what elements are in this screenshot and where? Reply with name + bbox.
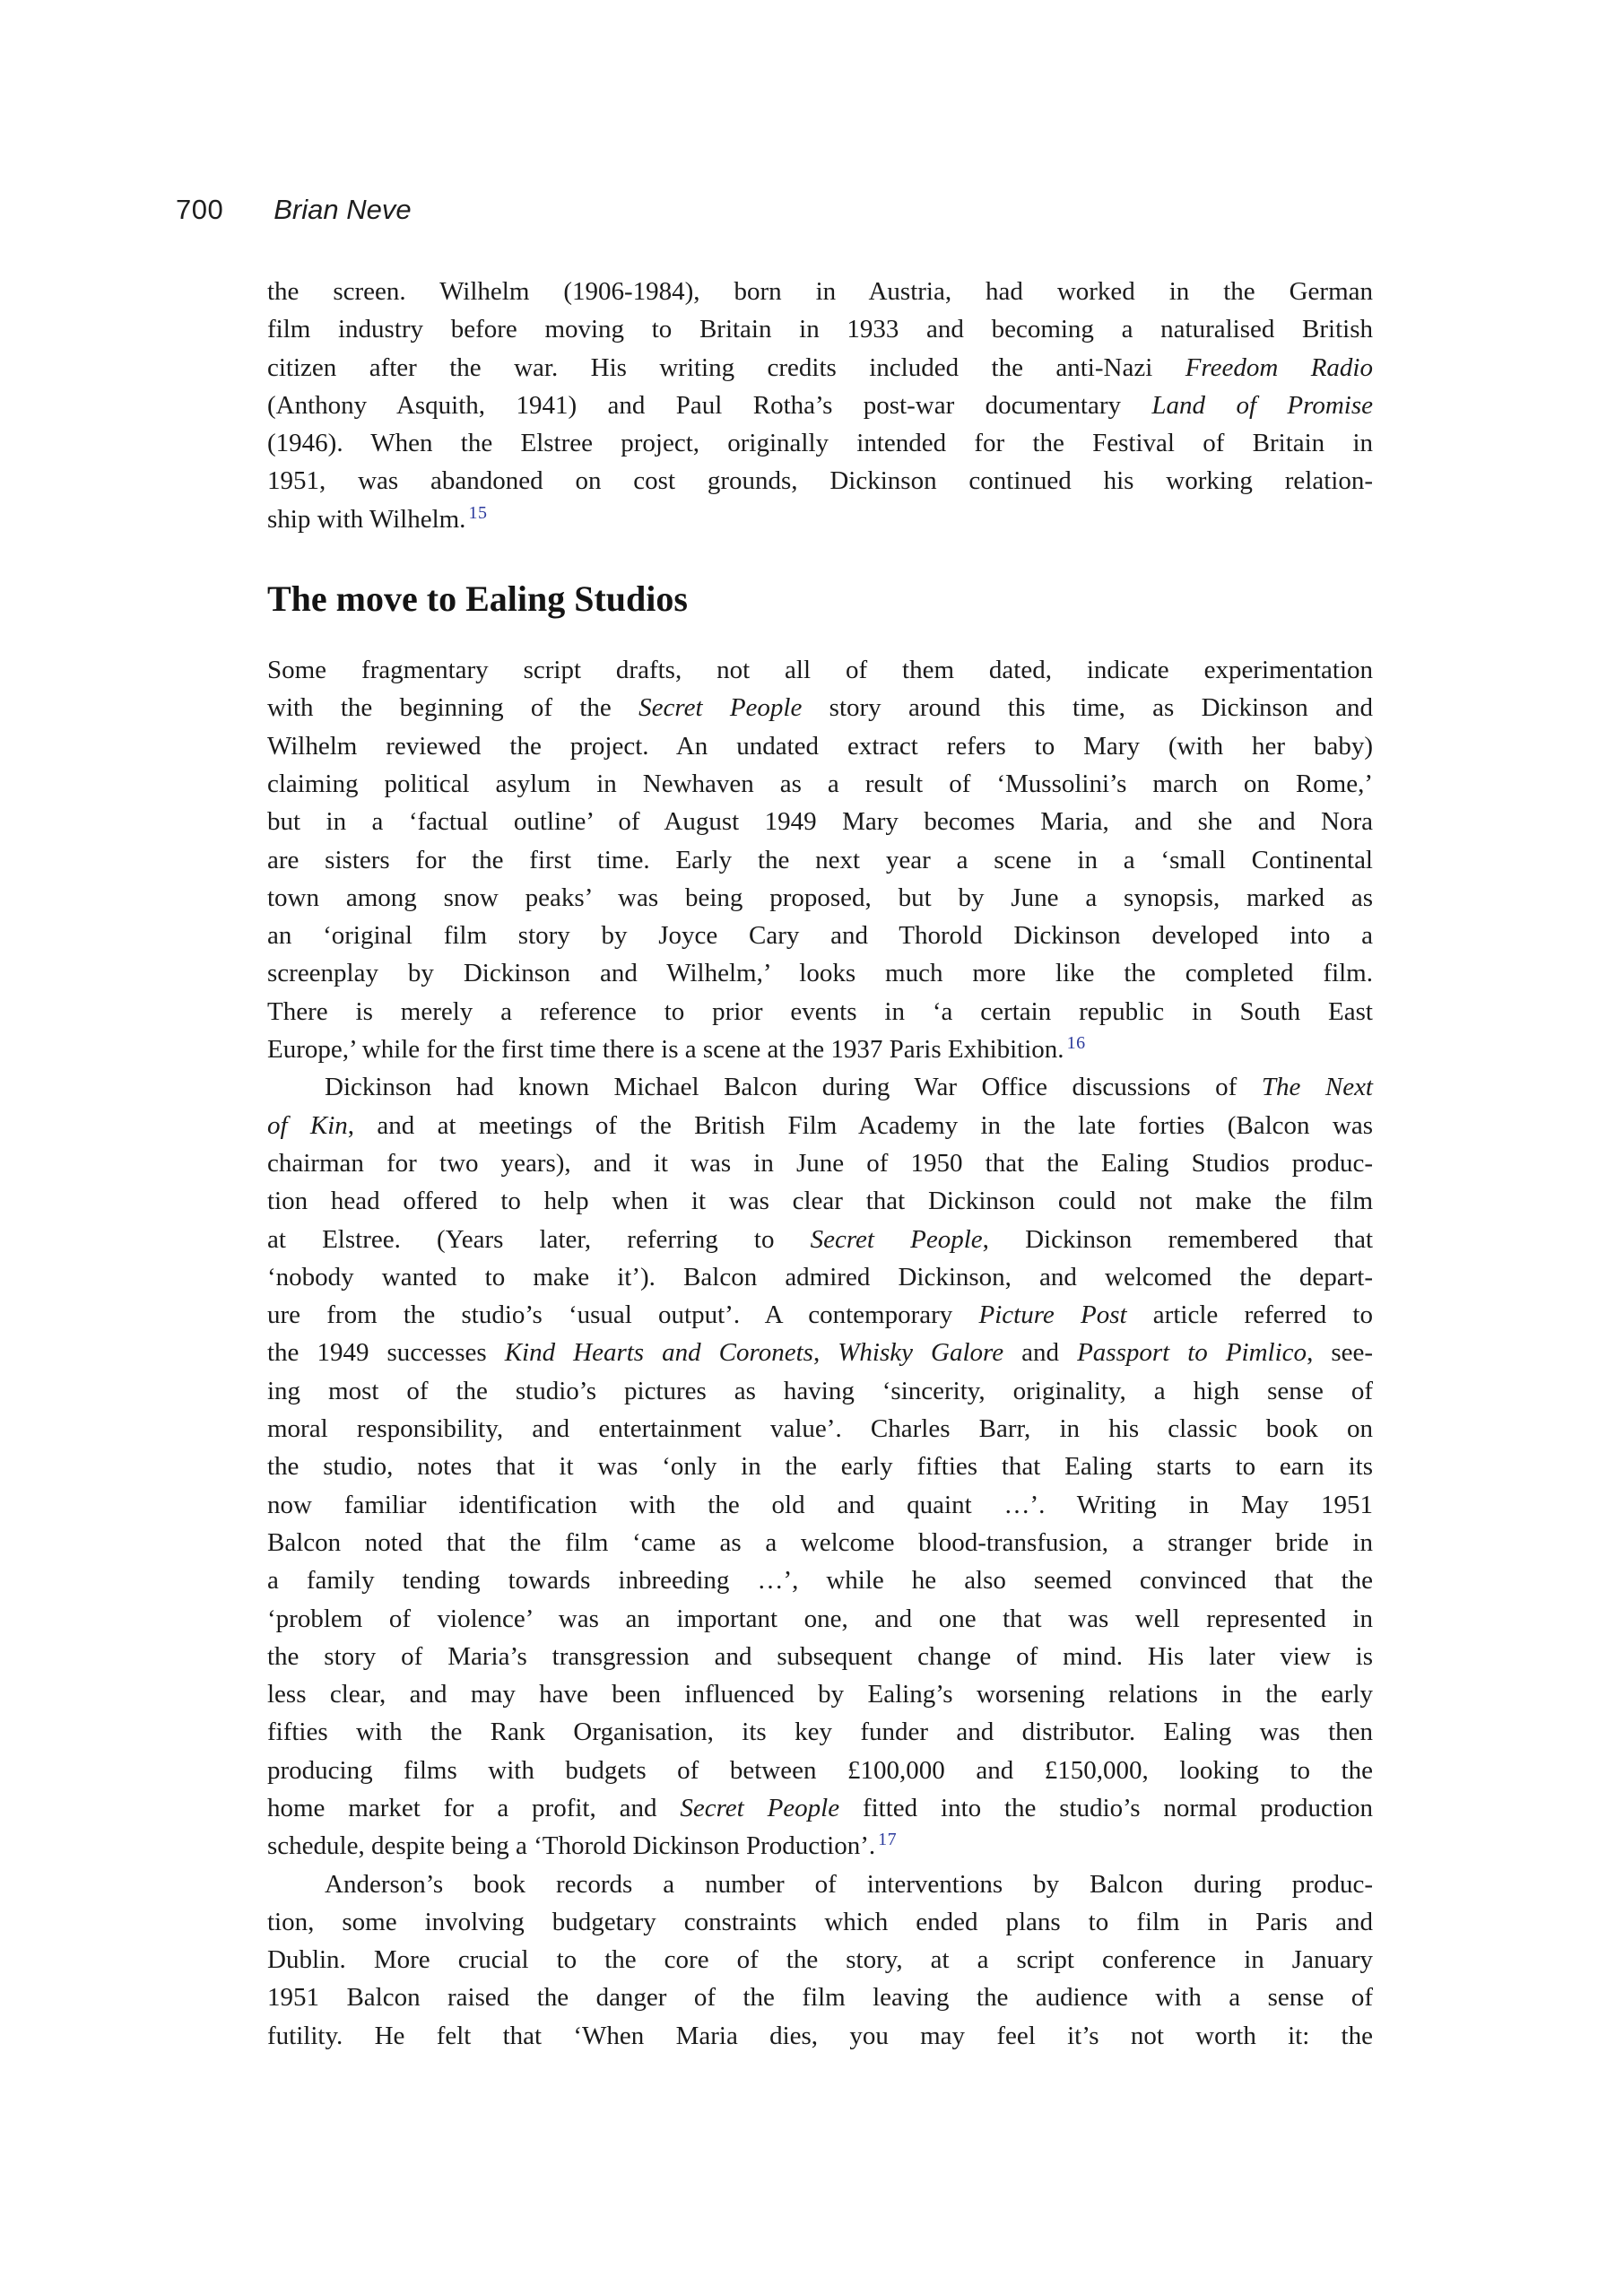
text-segment: claiming political asylum in Newhaven as a result of ‘Mussolini’s march on Rome,’ — [267, 769, 1373, 798]
text-segment: the 1949 successes — [267, 1338, 505, 1368]
text-line — [267, 1182, 1373, 1220]
text-segment: chairman for two years), and it was in June of 1950 that the Ealing Studios produc- — [267, 1148, 1373, 1178]
text-segment: Europe,’ while for the first time there is a scene at the 1937 Paris Exhibition. — [267, 1035, 1064, 1065]
text-line — [267, 841, 1373, 879]
text-segment: producing films with budgets of between £100,000 and £150,000, looking to the — [267, 1755, 1373, 1785]
text-segment: ure from the studio’s ‘usual output’. A contemporary — [267, 1300, 979, 1330]
text-segment: less clear, and may have been influenced by Ealing’s worsening relations in the early — [267, 1680, 1373, 1709]
text-segment: tion, some involving budgetary constraints which ended plans to film in Paris and — [267, 1907, 1373, 1936]
italic-title: Secret People — [638, 693, 803, 723]
paragraph — [267, 1866, 1373, 2055]
text-segment: at Elstree. (Years later, referring to — [267, 1224, 811, 1254]
italic-title: Kind Hearts and Coronets — [504, 1338, 813, 1368]
italic-title: Secret People — [810, 1224, 983, 1254]
text-segment: the story of Maria’s transgression and subsequent change of mind. His later view is — [267, 1641, 1373, 1671]
text-segment: (Anthony Asquith, 1941) and Paul Rotha’s post-war documentary — [267, 390, 1152, 420]
text-segment: schedule, despite being a ‘Thorold Dickinson Production’. — [267, 1831, 876, 1861]
text-segment: , — [812, 1338, 838, 1368]
text-line — [267, 1372, 1373, 1410]
text-line — [267, 1638, 1373, 1675]
text-line — [267, 462, 1373, 500]
text-segment: the screen. Wilhelm (1906-1984), born in Austria, had worked in the German — [267, 277, 1373, 306]
text-line — [267, 1979, 1373, 2016]
text-segment: fifties with the Rank Organisation, its key funder and distributor. Ealing was then — [267, 1718, 1373, 1747]
italic-title: Land of Promise — [1151, 390, 1373, 420]
text-segment: ship with Wilhelm. — [267, 504, 466, 534]
text-segment: film industry before moving to Britain in 1933 and becoming a naturalised British — [267, 315, 1373, 344]
text-line — [267, 1144, 1373, 1182]
text-line — [267, 803, 1373, 840]
text-line — [267, 765, 1373, 803]
footnote-ref-link[interactable]: 17 — [878, 1830, 898, 1850]
content-column — [267, 273, 1373, 2055]
text-segment: ‘nobody wanted to make it’). Balcon admired Dickinson, and welcomed the depart- — [267, 1262, 1373, 1292]
text-segment: an ‘original film story by Joyce Cary and Thorold Dickinson developed into a — [267, 921, 1373, 951]
text-line — [267, 349, 1373, 387]
text-segment: tion head offered to help when it was clear that Dickinson could not make the film — [267, 1187, 1373, 1216]
text-line — [267, 1221, 1373, 1258]
text-segment: , Dickinson remembered that — [982, 1224, 1374, 1254]
text-line — [267, 1827, 1373, 1865]
paragraph — [267, 273, 1373, 538]
italic-title: Picture Post — [978, 1300, 1127, 1330]
page-number: 700 — [176, 194, 224, 225]
text-line — [267, 1258, 1373, 1296]
text-segment: a family tending towards inbreeding …’, while he also seemed convinced that the — [267, 1566, 1373, 1596]
text-line — [267, 273, 1373, 310]
text-segment: screenplay by Dickinson and Wilhelm,’ looks much more like the completed film. — [267, 959, 1373, 988]
text-segment: , see- — [1307, 1338, 1374, 1368]
paragraph — [267, 1068, 1373, 1865]
text-segment: 1951 Balcon raised the danger of the film leaving the audience with a sense of — [267, 1983, 1373, 2013]
text-line — [267, 689, 1373, 726]
text-line — [267, 1752, 1373, 1789]
text-line — [267, 1068, 1373, 1106]
text-segment: Wilhelm reviewed the project. An undated extract refers to Mary (with her baby) — [267, 731, 1373, 761]
italic-title: Passport to Pimlico — [1077, 1338, 1307, 1368]
text-segment: moral responsibility, and entertainment value’. Charles Barr, in his classic book on — [267, 1414, 1373, 1444]
text-line — [267, 879, 1373, 917]
text-line — [267, 387, 1373, 424]
text-segment: Dublin. More crucial to the core of the story, at a script conference in January — [267, 1945, 1373, 1975]
italic-title: of Kin — [267, 1110, 348, 1140]
text-line — [267, 1107, 1373, 1144]
text-line — [267, 1789, 1373, 1827]
text-segment: but in a ‘factual outline’ of August 1949 Mary becomes Maria, and she and Nora — [267, 807, 1373, 837]
text-line — [267, 993, 1373, 1031]
text-segment: and — [1003, 1338, 1078, 1368]
text-line — [267, 954, 1373, 992]
text-segment: ‘problem of violence’ was an important one, and one that was well represented in — [267, 1604, 1373, 1633]
footnote-ref-link[interactable]: 15 — [468, 502, 488, 523]
text-line — [267, 1334, 1373, 1371]
text-line — [267, 1031, 1373, 1068]
text-line — [267, 1675, 1373, 1713]
text-line — [267, 1866, 1373, 1903]
text-line — [267, 1903, 1373, 1941]
text-line — [267, 917, 1373, 954]
text-line — [267, 1713, 1373, 1751]
text-line — [267, 1486, 1373, 1524]
text-segment: There is merely a reference to prior events in ‘a certain republic in South East — [267, 996, 1373, 1026]
italic-title: Freedom Radio — [1185, 352, 1373, 382]
text-line — [267, 1561, 1373, 1599]
text-line — [267, 651, 1373, 689]
text-line — [267, 1524, 1373, 1561]
text-segment: (1946). When the Elstree project, originally intended for the Festival of Britain in — [267, 429, 1373, 458]
running-author: Brian Neve — [274, 194, 412, 225]
text-line — [267, 424, 1373, 462]
text-line — [267, 1600, 1373, 1638]
text-segment: Dickinson had known Michael Balcon during War Office discussions of — [325, 1073, 1262, 1102]
text-segment: are sisters for the first time. Early the next year a scene in a ‘small Continental — [267, 845, 1373, 874]
text-segment: now familiar identification with the old and quaint …’. Writing in May 1951 — [267, 1490, 1373, 1519]
italic-title: Whisky Galore — [838, 1338, 1004, 1368]
running-header — [176, 194, 412, 226]
text-segment: citizen after the war. His writing credits included the anti-Nazi — [267, 352, 1185, 382]
text-line — [267, 2017, 1373, 2055]
text-line — [267, 1410, 1373, 1448]
text-segment: , and at meetings of the British Film Academy in the late forties (Balcon was — [347, 1110, 1373, 1140]
text-segment: ing most of the studio’s pictures as having ‘sincerity, originality, a high sense of — [267, 1376, 1373, 1405]
text-segment: the studio, notes that it was ‘only in the early fifties that Ealing starts to earn its — [267, 1452, 1373, 1482]
text-segment: story around this time, as Dickinson and — [802, 693, 1373, 723]
text-segment: Anderson’s book records a number of interventions by Balcon during produc- — [325, 1869, 1373, 1899]
text-line — [267, 310, 1373, 348]
text-line — [267, 1941, 1373, 1979]
paragraph — [267, 651, 1373, 1068]
text-segment: article referred to — [1126, 1300, 1373, 1330]
italic-title: The Next — [1261, 1073, 1373, 1102]
italic-title: Secret People — [680, 1793, 840, 1822]
text-line — [267, 1448, 1373, 1485]
text-line — [267, 500, 1373, 538]
text-segment: 1951, was abandoned on cost grounds, Dickinson continued his working relation- — [267, 466, 1373, 496]
footnote-ref-link[interactable]: 16 — [1066, 1033, 1086, 1054]
text-segment: Some fragmentary script drafts, not all of them dated, indicate experimentation — [267, 656, 1373, 685]
text-segment: Balcon noted that the film ‘came as a welcome blood-transfusion, a stranger bride in — [267, 1527, 1373, 1557]
section-heading: The move to Ealing Studios — [267, 578, 688, 620]
text-segment: fitted into the studio’s normal production — [839, 1793, 1374, 1822]
text-line — [267, 1296, 1373, 1334]
text-segment: town among snow peaks’ was being proposed, but by June a synopsis, marked as — [267, 883, 1373, 912]
text-segment: home market for a profit, and — [267, 1793, 681, 1822]
text-line — [267, 727, 1373, 765]
text-segment: futility. He felt that ‘When Maria dies, you may feel it’s not worth it: the — [267, 2021, 1373, 2050]
text-segment: with the beginning of the — [267, 693, 639, 723]
